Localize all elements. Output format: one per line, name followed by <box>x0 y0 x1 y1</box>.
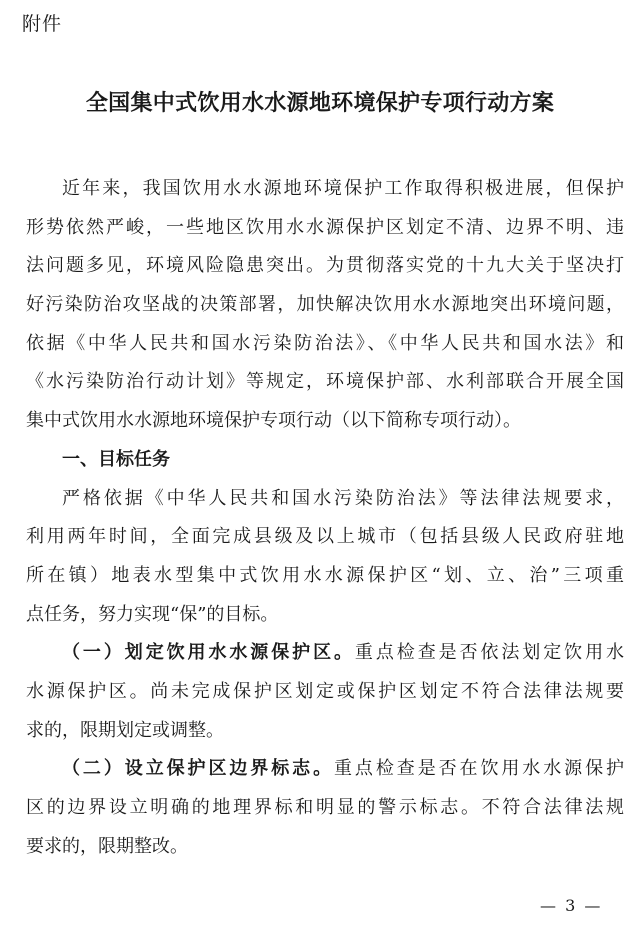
page-number: — 3 — <box>540 896 603 915</box>
item1-text: 重点检查是否依法划定饮用水 <box>354 642 624 664</box>
item2-line: 区的边界设立明确的地理界标和明显的警示标志。不符合法律法规 <box>26 797 624 818</box>
attachment-label: 附件 <box>22 13 63 35</box>
section-heading: 一、目标任务 <box>62 448 170 470</box>
item2-text: 重点检查是否在饮用水水源保护 <box>334 758 624 780</box>
intro-line: 近年来，我国饮用水水源地环境保护工作取得积极进展，但保护 <box>62 178 624 199</box>
item1-first-line <box>26 634 624 673</box>
intro-line: 法问题多见，环境风险隐患突出。为贯彻落实党的十九大关于坚决打 <box>26 255 624 277</box>
intro-line: 集中式饮用水水源地环境保护专项行动（以下简称专项行动）。 <box>26 410 521 432</box>
item1-line: 求的，限期划定或调整。 <box>26 719 224 741</box>
section-line: 所在镇）地表水型集中式饮用水水源保护区“划、立、治”三项重 <box>26 564 624 586</box>
section-line: 利用两年时间，全面完成县级及以上城市（包括县级人民政府驻地 <box>26 526 624 548</box>
section-line: 点任务，努力实现“保”的目标。 <box>26 603 279 625</box>
document-body <box>26 170 624 866</box>
item2-first-line <box>26 750 624 789</box>
item2-title: （二）设立保护区边界标志。 <box>62 758 334 780</box>
intro-line: 好污染防治攻坚战的决策部署，加快解决饮用水水源地突出环境问题， <box>26 294 624 316</box>
intro-line: 形势依然严峻，一些地区饮用水水源保护区划定不清、边界不明、违 <box>26 216 624 238</box>
item1-title: （一）划定饮用水水源保护区。 <box>62 642 355 664</box>
document-title: 全国集中式饮用水水源地环境保护专项行动方案 <box>85 91 555 116</box>
item1-line: 水源保护区。尚未完成保护区划定或保护区划定不符合法律法规要 <box>26 680 624 702</box>
section-line: 严格依据《中华人民共和国水污染防治法》等法律法规要求， <box>62 487 624 509</box>
item2-line: 要求的，限期整改。 <box>26 835 188 857</box>
intro-line: 依据《中华人民共和国水污染防治法》、《中华人民共和国水法》和 <box>26 332 624 354</box>
intro-line: 《水污染防治行动计划》等规定，环境保护部、水利部联合开展全国 <box>26 371 624 393</box>
